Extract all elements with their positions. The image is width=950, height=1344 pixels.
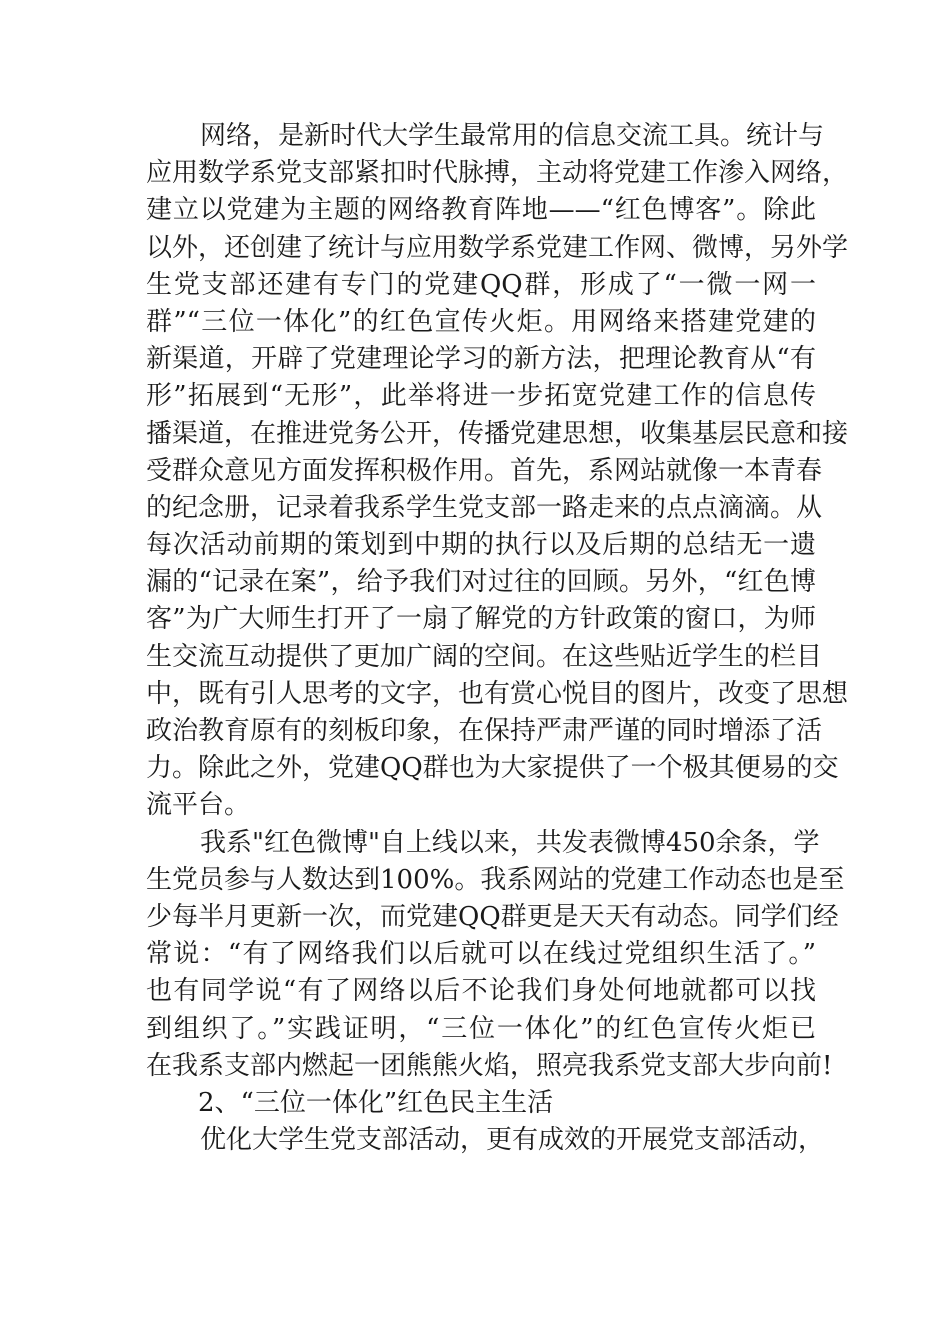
text-line: 建立以党建为主题的网络教育阵地——“红色博客”。除此	[146, 195, 816, 226]
text-line: 在我系支部内燃起一团熊熊火焰，照亮我系党支部大步向前!	[146, 1050, 833, 1081]
text-line: 生党支部还建有专门的党建QQ群，形成了“一微一网一	[146, 269, 816, 300]
text-line: 受群众意见方面发挥积极作用。首先，系网站就像一本青春	[146, 455, 823, 486]
text-line: 到组织了。”实践证明，“三位一体化”的红色宣传火炬已	[146, 1013, 816, 1044]
paragraph-1	[146, 118, 849, 825]
section-heading: 2、“三位一体化”红色民主生活	[198, 1087, 554, 1118]
text-line: 的纪念册，记录着我系学生党支部一路走来的点点滴滴。从	[146, 492, 823, 523]
text-line: 播渠道，在推进党务公开，传播党建思想，收集基层民意和接	[146, 418, 849, 449]
text-line: 以外，还创建了统计与应用数学系党建工作网、微博，另外学	[146, 232, 849, 263]
text-line: 力。除此之外，党建QQ群也为大家提供了一个极其便易的交	[146, 753, 839, 784]
text-line: 形”拓展到“无形”，此举将进一步拓宽党建工作的信息传	[146, 381, 816, 412]
document-body	[146, 118, 849, 1159]
text-line: 流平台。	[146, 790, 251, 821]
text-line: 客”为广大师生打开了一扇了解党的方针政策的窗口，为师	[146, 604, 816, 635]
text-line: 网络，是新时代大学生最常用的信息交流工具。统计与	[200, 121, 825, 151]
text-line: 每次活动前期的策划到中期的执行以及后期的总结无一遗	[146, 530, 816, 561]
text-line: 漏的“记录在案”，给予我们对过往的回顾。另外，“红色博	[146, 567, 816, 598]
text-line: 生交流互动提供了更加广阔的空间。在这些贴近学生的栏目	[146, 641, 823, 672]
text-line: 政治教育原有的刻板印象，在保持严肃严谨的同时增添了活	[146, 716, 823, 746]
text-line: 也有同学说“有了网络以后不论我们身处何地就都可以找	[146, 976, 816, 1007]
text-line: 优化大学生党支部活动，更有成效的开展党支部活动，	[200, 1125, 825, 1156]
text-line: 群”“三位一体化”的红色宣传火炬。用网络来搭建党建的	[146, 306, 816, 337]
text-line: 少每半月更新一次，而党建QQ群更是天天有动态。同学们经	[146, 901, 839, 932]
text-line: 常说：“有了网络我们以后就可以在线过党组织生活了。”	[146, 939, 816, 970]
text-line: 生党员参与人数达到100%。我系网站的党建工作动态也是至	[146, 864, 845, 895]
paragraph-2	[146, 825, 845, 1085]
text-line: 应用数学系党支部紧扣时代脉搏，主动将党建工作渗入网络，	[146, 158, 849, 189]
text-line: 新渠道，开辟了党建理论学习的新方法，把理论教育从“有	[146, 344, 816, 375]
text-line: 中，既有引人思考的文字，也有赏心悦目的图片，改变了思想	[146, 678, 849, 709]
text-line: 我系"红色微博"自上线以来，共发表微博450余条，学	[200, 827, 820, 858]
